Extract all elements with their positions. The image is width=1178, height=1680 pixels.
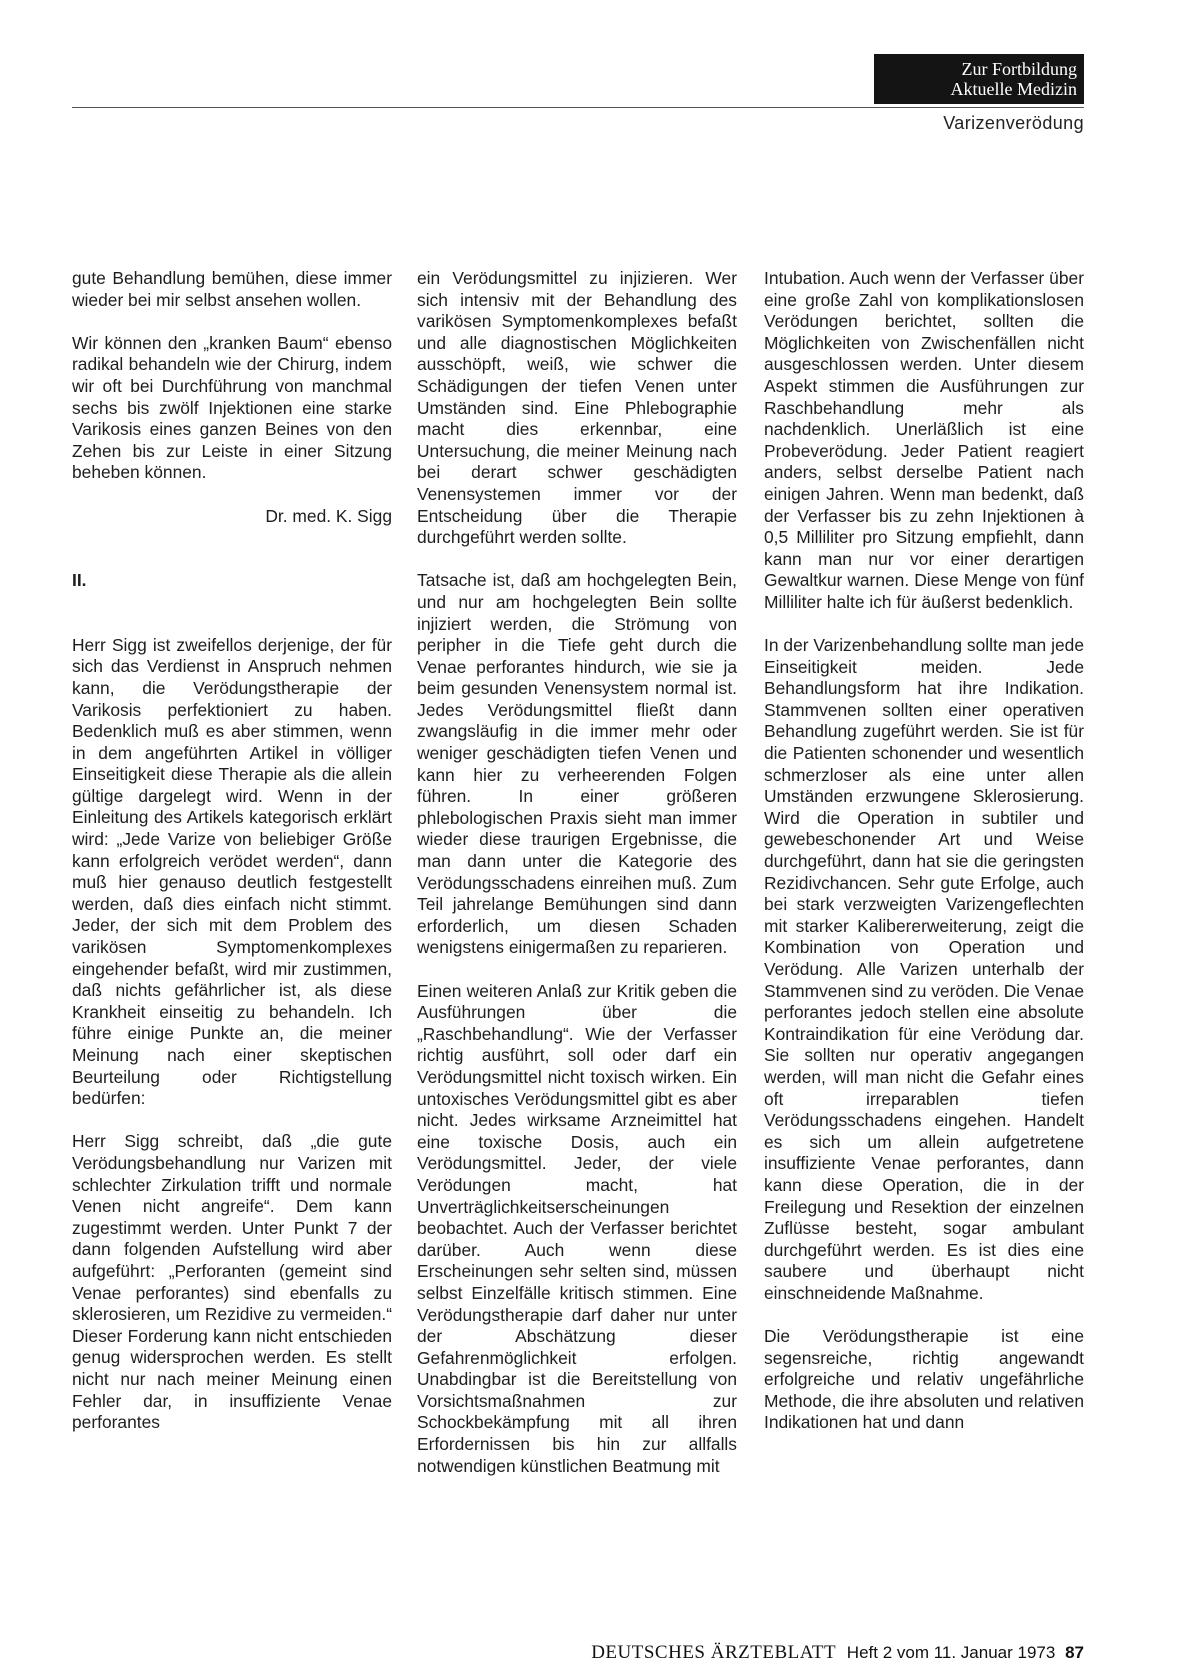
column-2 bbox=[417, 268, 737, 1499]
paragraph: Herr Sigg ist zweifellos derjenige, der für sich das Verdienst in Anspruch nehmen kann, die Verödungstherapie der Varikosis perfektioniert zu haben. Bedenklich muß es aber stimmen, wenn in dem angeführten Artikel in völliger Einseitigkeit diese Therapie als die allein gültige dargelegt wird. Wenn in der Einleitung des Artikels kategorisch erklärt wird: „Jede Varize von beliebiger Größe kann erfolgreich verödet werden“, dann muß hier genauso deutlich festgestellt werden, daß dies einfach nicht stimmt. Jeder, der sich mit dem Problem des varikösen Symptomenkomplexes eingehender befaßt, wird mir zustimmen, daß nichts gefährlicher ist, als diese Krankheit einseitig zu behandeln. Ich führe einige Punkte an, die meiner Meinung nach einer skeptischen Beurteilung oder Richtigstellung bedürfen: bbox=[72, 634, 392, 1109]
paragraph: gute Behandlung bemühen, diese immer wieder bei mir selbst ansehen wollen. bbox=[72, 268, 392, 310]
column-3 bbox=[764, 268, 1084, 1456]
column-1 bbox=[72, 268, 392, 1455]
category-badge bbox=[874, 54, 1084, 104]
journal-name: DEUTSCHES ÄRZTEBLATT bbox=[591, 1642, 837, 1663]
paragraph: ein Verödungsmittel zu injizieren. Wer sich intensiv mit der Behandlung des varikösen Symptomenkomplexes befaßt und alle diagnostischen Möglichkeiten ausschöpft, weiß, wie schwer die Schädigungen der tiefen Venen unter Umständen sind. Eine Phlebographie macht dies erkennbar, eine Untersuchung, die meiner Meinung nach bei derart schwer geschädigten Venensystemen immer vor der Entscheidung über die Therapie durchgeführt werden sollte. bbox=[417, 268, 737, 548]
paragraph: Herr Sigg schreibt, daß „die gute Verödungsbehandlung nur Varizen mit schlechter Zirkulation trifft und normale Venen nicht angreife“. Dem kann zugestimmt werden. Unter Punkt 7 der dann folgenden Aufstellung wird aber aufgeführt: „Perforanten (gemeint sind Venae perforantes) sind ebenfalls zu sklerosieren, um Rezidive zu vermeiden.“ Dieser Forderung kann nicht entschieden genug widersprochen werden. Es stellt nicht nur nach meiner Meinung einen Fehler dar, in insuffiziente Venae perforantes bbox=[72, 1131, 392, 1433]
paragraph: Wir können den „kranken Baum“ ebenso radikal behandeln wie der Chirurg, indem wir oft bei Durchführung von manchmal sechs bis zwölf Injektionen eine starke Varikosis eines ganzen Beines von den Zehen bis zur Leiste in einer Sitzung beheben können. bbox=[72, 332, 392, 483]
issue-info: Heft 2 vom 11. Januar 1973 bbox=[846, 1643, 1056, 1662]
badge-line-1: Zur Fortbildung bbox=[961, 59, 1077, 79]
paragraph: Einen weiteren Anlaß zur Kritik geben die Ausführungen über die „Raschbehandlung“. Wie der Verfasser richtig ausführt, soll oder darf ein Verödungsmittel nicht toxisch wirken. Ein untoxisches Verödungsmittel gibt es aber nicht. Jedes wirksame Arzneimittel hat eine toxische Dosis, auch ein Verödungsmittel. Jeder, der viele Verödungen macht, hat Unverträglichkeitserscheinungen beobachtet. Auch der Verfasser berichtet darüber. Auch wenn diese Erscheinungen sehr selten sind, müssen selbst Einzelfälle kritisch stimmen. Eine Verödungstherapie darf daher nur unter der Abschätzung dieser Gefahrenmöglichkeit erfolgen. Unabdingbar ist die Bereitstellung von Vorsichtsmaßnahmen zur Schockbekämpfung mit all ihren Erfordernissen bis hin zur allfalls notwendigen künstlichen Beatmung mit bbox=[417, 980, 737, 1476]
badge-line-2: Aktuelle Medizin bbox=[950, 79, 1077, 99]
signature: Dr. med. K. Sigg bbox=[265, 505, 392, 526]
paragraph: Intubation. Auch wenn der Verfasser über eine große Zahl von komplikationslosen Verödungen berichtet, sollten die Möglichkeiten von Zwischenfällen nicht ausgeschlossen werden. Unter diesem Aspekt stimmen die Ausführungen zur Raschbehandlung mehr als nachdenklich. Unerläßlich ist eine Probeverödung. Jeder Patient reagiert anders, selbst derselbe Patient nach einigen Jahren. Wenn man bedenkt, daß der Verfasser bis zu zehn Injektionen à 0,5 Milliliter pro Sitzung empfiehlt, dann kann man nur vor einer derartigen Gewaltkur warnen. Diese Menge von fünf Milliliter halte ich für äußerst bedenklich. bbox=[764, 268, 1084, 612]
section-heading: II. bbox=[72, 570, 87, 591]
section-title: Varizenverödung bbox=[943, 113, 1084, 133]
header-rule bbox=[72, 107, 1084, 108]
page-number: 87 bbox=[1065, 1643, 1084, 1662]
paragraph: Tatsache ist, daß am hochgelegten Bein, und nur am hochgelegten Bein sollte injiziert werden, die Strömung von peripher in die Tiefe geht durch die Venae perforantes hindurch, wie sie ja beim gesunden Venensystem normal ist. Jedes Verödungsmittel fließt dann zwangsläufig in die immer mehr oder weniger geschädigten tiefen Venen und kann hier zu verheerenden Folgen führen. In einer größeren phlebologischen Praxis sieht man immer wieder diese traurigen Ergebnisse, die man dann unter die Kategorie des Verödungsschadens einreihen muß. Zum Teil jahrelange Bemühungen sind dann erforderlich, um diesen Schaden wenigstens einigermaßen zu reparieren. bbox=[417, 570, 737, 958]
page-footer bbox=[591, 1642, 1084, 1664]
paragraph: In der Varizenbehandlung sollte man jede Einseitigkeit meiden. Jede Behandlungsform hat ihre Indikation. Stammvenen sollten einer operativen Behandlung zugeführt werden. Sie ist für die Patienten schonender und wesentlich schmerzloser als eine unter allen Umständen erzwungene Sklerosierung. Wird die Operation in subtiler und gewebeschonender Art und Weise durchgeführt, dann hat sie die geringsten Rezidivchancen. Sehr gute Erfolge, auch bei stark verzweigten Varizengeflechten mit starker Kalibererweiterung, zeigt die Kombination von Operation und Verödung. Alle Varizen unterhalb der Stammvenen sind zu veröden. Die Venae perforantes jedoch stellen eine absolute Kontraindikation für eine Verödung dar. Sie sollten nur operativ angegangen werden, will man nicht die Gefahr eines oft irreparablen tiefen Verödungsschadens eingehen. Handelt es sich um allein aufgetretene insuffiziente Venae perforantes, dann kann diese Operation, die in der Freilegung und Resektion der einzelnen Zuflüsse besteht, sogar ambulant durchgeführt werden. Es ist dies eine saubere und überhaupt nicht einschneidende Maßnahme. bbox=[764, 635, 1084, 1303]
paragraph: Die Verödungstherapie ist eine segensreiche, richtig angewandt erfolgreiche und relativ ungefährliche Methode, die ihre absoluten und relativen Indikationen hat und dann bbox=[764, 1326, 1084, 1433]
